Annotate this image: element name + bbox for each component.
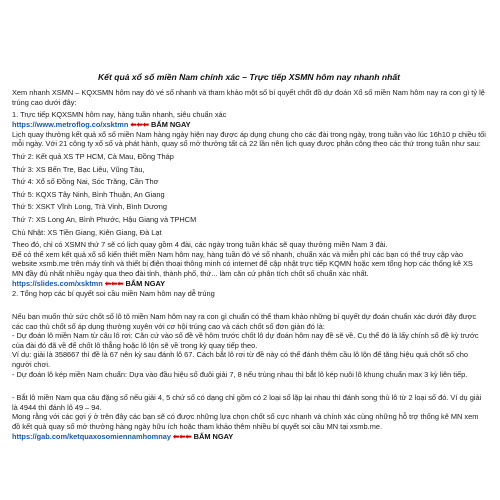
arrow-left-icon: ⬅⬅⬅ bbox=[130, 119, 149, 129]
schedule-item: Chủ Nhật: XS Tiền Giang, Kiên Giang, Đà Lạt bbox=[12, 227, 162, 237]
schedule-note: Theo đó, chỉ có XSMN thứ 7 sẽ có lịch quay gồm 4 đài, các ngày trong tuần khác sẽ quay thưởng miền Nam 3 đài. bbox=[12, 240, 388, 250]
slides-link[interactable]: https://slides.com/xsktmn bbox=[12, 278, 103, 288]
tip-lo-kep: - Dự đoán lô kép miền Nam chuẩn: Dựa vào đầu hiệu số đuôi giải 7, 8 nếu trùng nhau thì bắt lô kép nuôi lô khung chuẩn max 3 kỳ liên tiếp. bbox=[12, 369, 468, 379]
schedule-item: Thứ 7: XS Long An, Bình Phước, Hậu Giang và TPHCM bbox=[12, 214, 197, 224]
schedule-item: Thứ 2: Kết quả XS TP HCM, Cà Mau, Đồng Tháp bbox=[12, 151, 174, 161]
arrow-left-icon: ⬅⬅⬅ bbox=[173, 431, 192, 441]
tip-lo-roi-example: Ví dụ: giải là 358667 thì đề là 67 nên kỳ sau đánh lô 67. Cách bắt lô rơi từ đề này có thể đánh thêm cầu lô lộn để tăng hiệu quả chốt số cho người chơi. bbox=[12, 350, 469, 370]
website-note: Để có thể xem kết quả xổ số kiến thiết miền Nam hôm nay, hàng tuần đỏ vé số nhanh, chuẩn xác và miễn phí các bạn có thể truy cập vào website xsmb.me trên máy tính và thiết bị điện thoại thông minh có internet để cập nhật trực tiếp KQMN hoặc xem tổng hợp các thống kê XS MN đầy đủ nhất nhiều ngày qua theo đài tỉnh, thành phố, thứ... làm căn cứ phân tích chốt số chuẩn xác nhất. bbox=[12, 249, 473, 278]
section-2-heading: 2. Tổng hợp các bí quyết soi cầu miền Nam hôm nay dễ trúng bbox=[12, 288, 215, 298]
link-row-1 bbox=[12, 120, 486, 130]
closing-paragraph: Mong rằng với các gợi ý ở trên đây các bạn sẽ có được những lựa chọn chốt số cực nhanh và chính xác cùng những hỗ trợ thống kê MN xem đồ kết quả quay số mở thưởng hàng ngày hữu ích hoặc tham khảo thêm nhiều bí quyết soi cầu MN tại xsmb.me. bbox=[12, 412, 479, 432]
bam-ngay-button[interactable]: BẤM NGAY bbox=[151, 119, 191, 129]
schedule-item: Thứ 4: Xổ số Đồng Nai, Sóc Trăng, Cần Thơ bbox=[12, 177, 159, 187]
bam-ngay-button[interactable]: BẤM NGAY bbox=[193, 431, 234, 441]
link-row-2 bbox=[12, 279, 486, 289]
metroflog-link[interactable]: https://www.metroflog.co/xsktmn bbox=[12, 119, 129, 129]
gab-link[interactable]: https://gab.com/ketquaxosomiennamhomnay bbox=[12, 431, 171, 441]
article-title: Kết quả xổ số miền Nam chính xác – Trực tiếp XSMN hôm nay nhanh nhất bbox=[97, 72, 401, 82]
schedule-item: Thứ 3: XS Bến Tre, Bạc Liêu, Vũng Tàu, bbox=[12, 164, 145, 174]
intro-paragraph: Xem nhanh XSMN – KQXSMN hôm nay đỏ vé số nhanh và tham khảo một số bí quyết chốt đồ dự đoán Xổ số miền Nam hôm nay ra con gì tỷ lệ trúng cao dưới đây: bbox=[12, 88, 485, 107]
bam-ngay-button[interactable]: BẤM NGAY bbox=[125, 278, 166, 288]
arrow-left-icon: ⬅⬅⬅ bbox=[104, 278, 124, 288]
schedule-intro: Lịch quay thưởng kết quả xổ số miền Nam hàng ngày hiện nay được áp dụng chung cho các đài trong ngày, trong tuần vào lúc 16h10 p chiều tối mỗi ngày. Với 21 công ty xổ số và phát hành, quay số mở thưởng tất cả 22 lần nên lịch quay được phân công theo các thứ trong tuần như sau: bbox=[12, 129, 486, 149]
schedule-item: Thứ 5: KQXS Tây Ninh, Bình Thuận, An Giang bbox=[12, 189, 165, 199]
tip-dang-so: - Bắt lô miền Nam qua câu đặng số nếu giải 4, 5 chứ số có dạng chỉ gồm có 2 loại số lặp lại nhau thì đánh song thủ lô từ 2 loại số đó. Ví dụ giải là 4944 thì đánh lô 49 – 94. bbox=[12, 393, 482, 412]
schedule-item: Thứ 5: XSKT Vĩnh Long, Trà Vinh, Bình Dương bbox=[12, 202, 167, 212]
link-row-3 bbox=[12, 432, 486, 442]
section-1-heading: 1. Trực tiếp KQXSMN hôm nay, hàng tuần nhanh, siêu chuẩn xác bbox=[12, 110, 227, 120]
tips-intro: Nếu bạn muốn thử sức chốt số lô tô miền Nam hôm nay ra con gì chuẩn có thể tham khảo những bí quyết dự đoán chuẩn xác dưới đây được các cao thủ chốt số áp dụng thường xuyên với cơ hội trúng cao và cách chốt số đơn giản đó là: bbox=[12, 312, 477, 331]
tip-lo-roi: - Dự đoán lô miền Nam từ câu lô rơi: Căn cứ vào số đề về hôm trước chốt lô dự đoán hôm nay đề sẽ về. Cụ thể đó là lấy chính số đề kỳ trước của đài đó đã về để chốt lô thẳng hoặc lô lộn sẽ về trong kỳ quay tiếp theo. bbox=[12, 331, 479, 350]
